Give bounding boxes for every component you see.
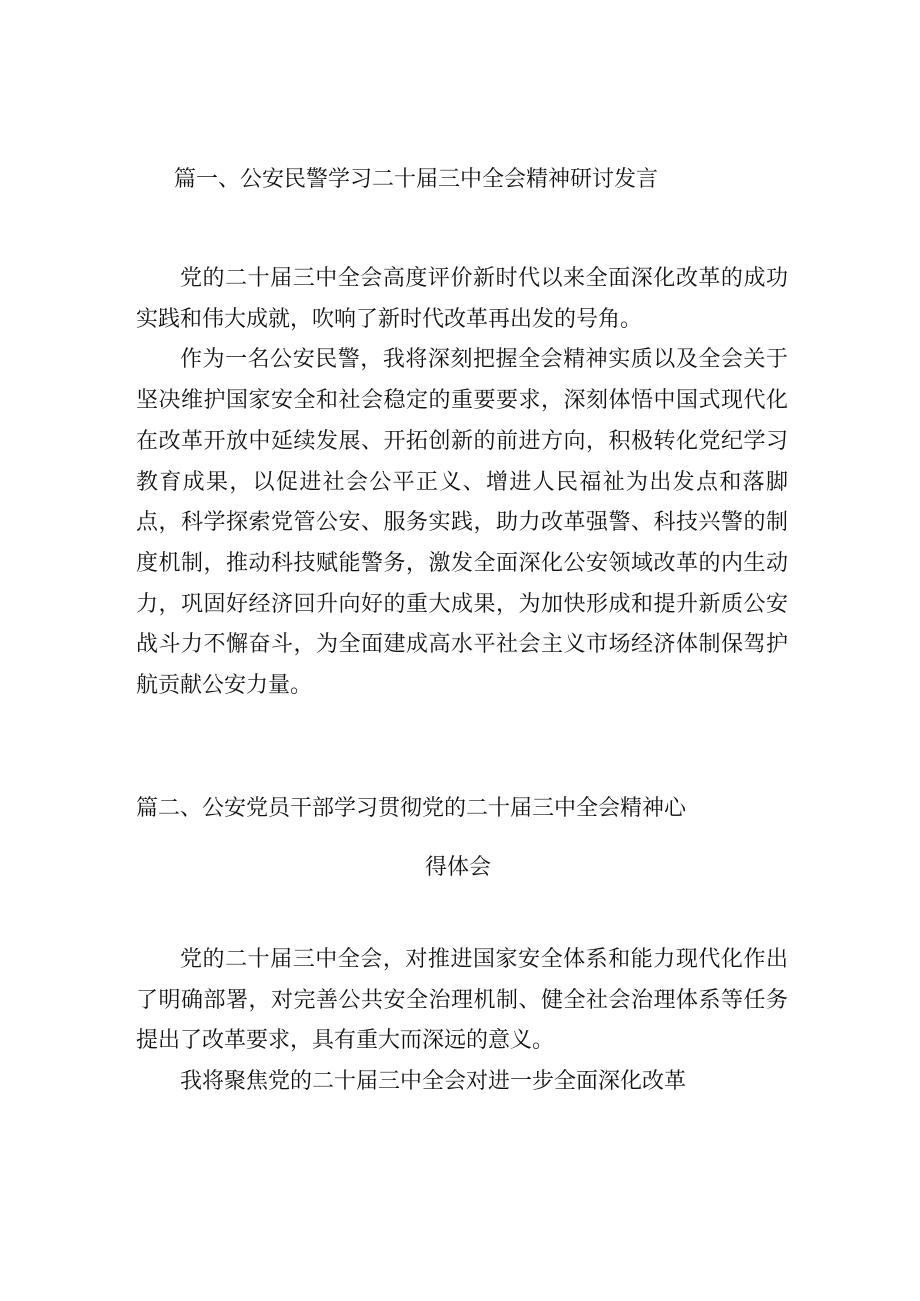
article-1-paragraph: 作为一名公安民警，我将深刻把握全会精神实质以及全会关于坚决维护国家安全和社会稳定的重要要求，深刻体悟中国式现代化在改革开放中延续发展、开拓创新的前进方向，积极转化党纪学习教育成果，以促进社会公平正义、增进人民福祉为出发点和落脚点，科学探索党管公安、服务实践，助力改革强警、科技兴警的制度机制，推动科技赋能警务，激发全面深化公安领域改革的内生动力，巩固好经济回升向好的重大成果，为加快形成和提升新质公安战斗力不懈奋斗，为全面建成高水平社会主义市场经济体制保驾护航贡献公安力量。: [136, 347, 788, 699]
article-2-paragraph: 我将聚焦党的二十届三中全会对进一步全面深化改革: [180, 1069, 687, 1095]
article-2-title-line-2: 得体会: [425, 855, 492, 880]
article-1-paragraph: 党的二十届三中全会高度评价新时代以来全面深化改革的成功实践和伟大成就，吹响了新时代改革再出发的号角。: [136, 266, 788, 332]
article-1-title: 篇一、公安民警学习二十届三中全会精神研讨发言: [174, 167, 659, 192]
article-2-title-line-1: 篇二、公安党员干部学习贯彻党的二十届三中全会精神心: [136, 796, 687, 821]
article-2-paragraph: 党的二十届三中全会，对推进国家安全体系和能力现代化作出了明确部署，对完善公共安全治理机制、健全社会治理体系等任务提出了改革要求，具有重大而深远的意义。: [136, 947, 788, 1054]
article-2-body: [136, 940, 788, 1103]
article-1-body: [136, 259, 788, 707]
